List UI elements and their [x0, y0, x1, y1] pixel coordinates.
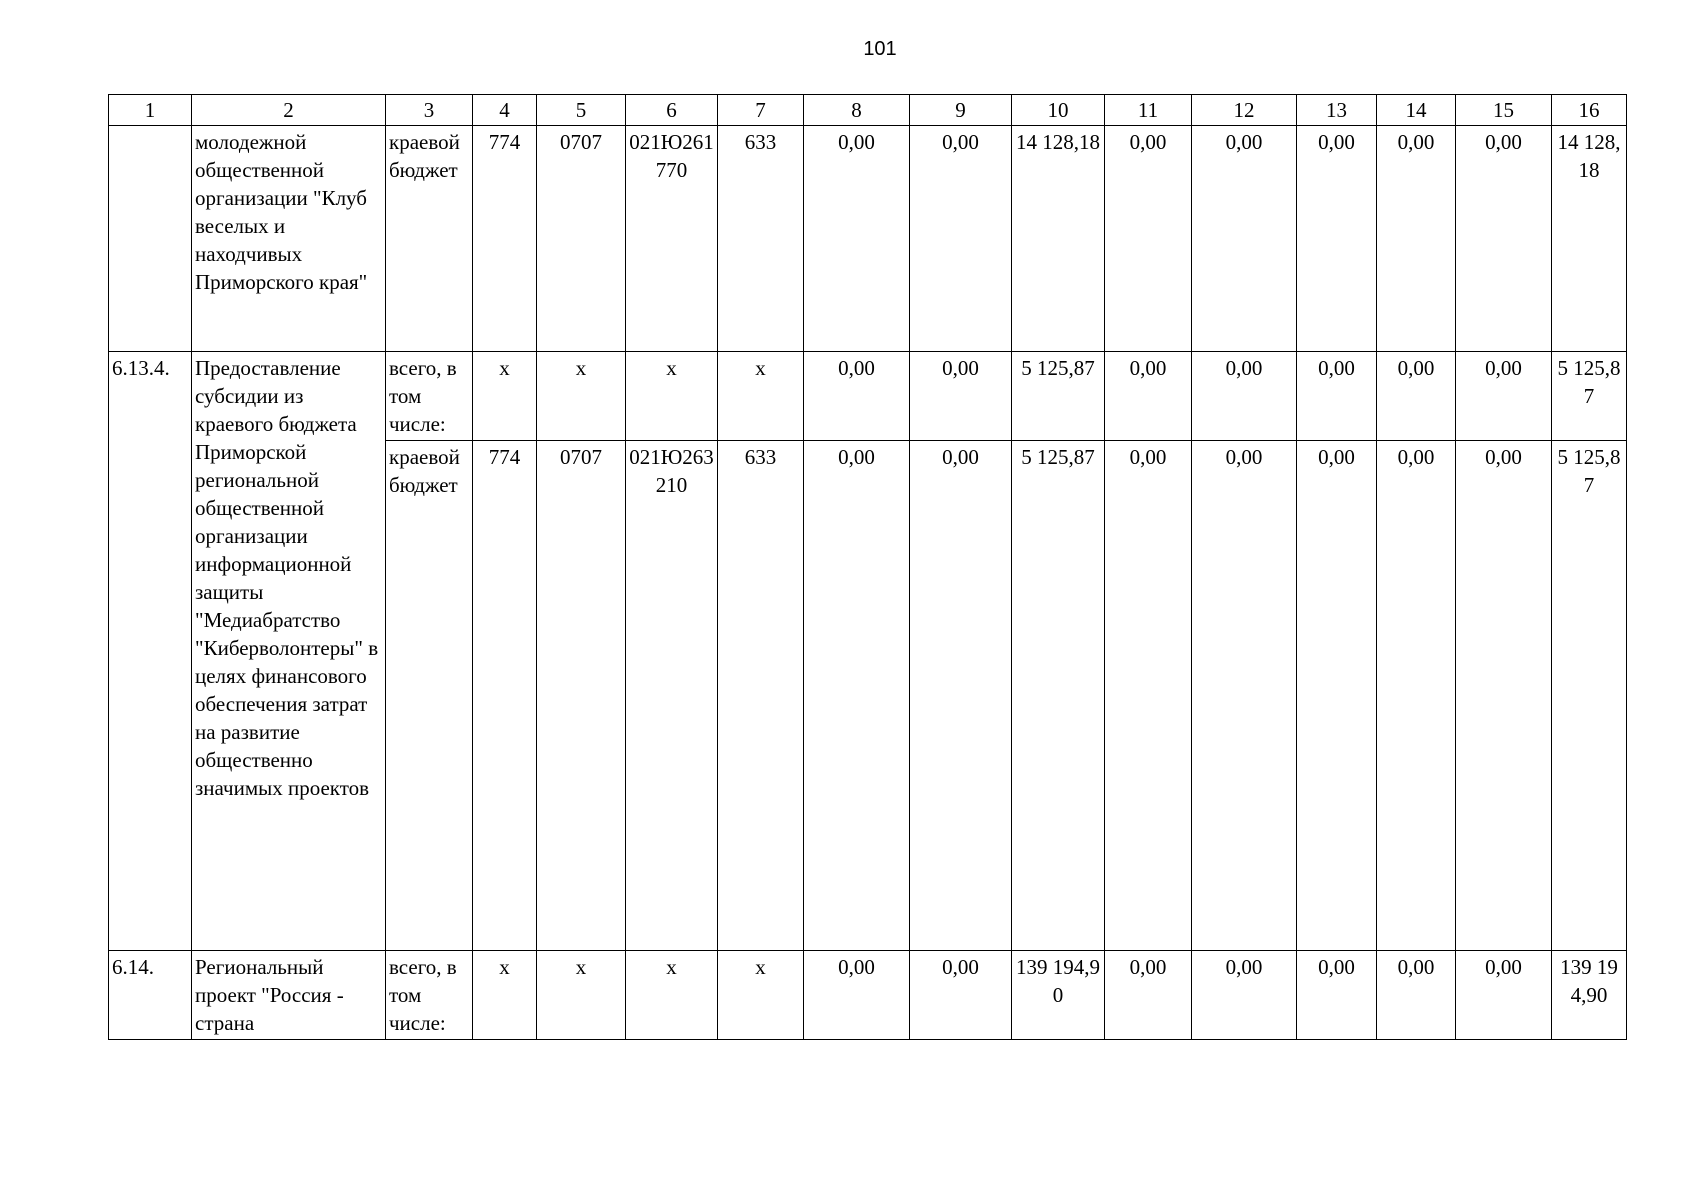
column-header: 11	[1105, 95, 1192, 126]
column-header: 12	[1192, 95, 1297, 126]
value-cell: 0,00	[1377, 126, 1456, 352]
column-header: 4	[473, 95, 537, 126]
value-cell: 0,00	[1105, 126, 1192, 352]
expense-type-cell: x	[718, 951, 804, 1040]
funding-source-cell: всего, в том числе:	[386, 352, 473, 441]
value-cell: 0,00	[1192, 352, 1297, 441]
expense-type-cell: 633	[718, 441, 804, 951]
value-cell: 0,00	[1456, 951, 1552, 1040]
column-header: 6	[626, 95, 718, 126]
column-header: 3	[386, 95, 473, 126]
column-header: 1	[109, 95, 192, 126]
value-cell: 0,00	[1105, 441, 1192, 951]
section-cell: x	[537, 352, 626, 441]
total-cell: 5 125,87	[1552, 441, 1627, 951]
value-cell: 0,00	[1377, 441, 1456, 951]
section-cell: 0707	[537, 441, 626, 951]
expense-type-cell: 633	[718, 126, 804, 352]
table-row	[109, 126, 1627, 352]
total-cell: 14 128,18	[1552, 126, 1627, 352]
value-cell: 0,00	[1297, 352, 1377, 441]
target-article-cell: 021Ю263210	[626, 441, 718, 951]
funding-source-cell: краевой бюджет	[386, 441, 473, 951]
expense-type-cell: x	[718, 352, 804, 441]
value-cell: 0,00	[804, 352, 910, 441]
target-article-cell: 021Ю261770	[626, 126, 718, 352]
row-number-cell	[109, 126, 192, 352]
grbs-cell: x	[473, 352, 537, 441]
column-header: 10	[1012, 95, 1105, 126]
value-cell: 0,00	[1456, 352, 1552, 441]
target-article-cell: x	[626, 352, 718, 441]
value-cell: 0,00	[1297, 441, 1377, 951]
value-cell: 139 194,90	[1012, 951, 1105, 1040]
column-header: 13	[1297, 95, 1377, 126]
total-cell: 139 194,90	[1552, 951, 1627, 1040]
value-cell: 0,00	[910, 126, 1012, 352]
value-cell: 0,00	[1377, 951, 1456, 1040]
column-header: 8	[804, 95, 910, 126]
column-header: 5	[537, 95, 626, 126]
page-number: 101	[863, 38, 897, 60]
budget-table	[108, 94, 1627, 1040]
column-header: 15	[1456, 95, 1552, 126]
value-cell: 0,00	[1456, 441, 1552, 951]
total-cell: 5 125,87	[1552, 352, 1627, 441]
value-cell: 0,00	[1377, 352, 1456, 441]
header-row	[109, 95, 1627, 126]
value-cell: 0,00	[804, 441, 910, 951]
description-cell: молодежной общественной организации "Клуб веселых и находчивых Приморского края"	[192, 126, 386, 352]
row-number-cell: 6.13.4.	[109, 352, 192, 951]
value-cell: 0,00	[1192, 951, 1297, 1040]
value-cell: 0,00	[1105, 352, 1192, 441]
value-cell: 0,00	[910, 352, 1012, 441]
value-cell: 0,00	[910, 951, 1012, 1040]
value-cell: 14 128,18	[1012, 126, 1105, 352]
value-cell: 0,00	[1456, 126, 1552, 352]
value-cell: 0,00	[910, 441, 1012, 951]
section-cell: x	[537, 951, 626, 1040]
grbs-cell: 774	[473, 126, 537, 352]
table-row	[109, 352, 1627, 441]
section-cell: 0707	[537, 126, 626, 352]
value-cell: 0,00	[1105, 951, 1192, 1040]
value-cell: 0,00	[1192, 441, 1297, 951]
grbs-cell: 774	[473, 441, 537, 951]
value-cell: 0,00	[1192, 126, 1297, 352]
grbs-cell: x	[473, 951, 537, 1040]
target-article-cell: x	[626, 951, 718, 1040]
funding-source-cell: всего, в том числе:	[386, 951, 473, 1040]
funding-source-cell: краевой бюджет	[386, 126, 473, 352]
value-cell: 0,00	[1297, 126, 1377, 352]
value-cell: 5 125,87	[1012, 352, 1105, 441]
column-header: 16	[1552, 95, 1627, 126]
value-cell: 0,00	[804, 126, 910, 352]
description-cell: Предоставление субсидии из краевого бюджета Приморской региональной общественной организации информационной защиты "Медиабратство "Киберволонтеры" в целях финансового обеспечения затрат на развитие общественно значимых проектов	[192, 352, 386, 951]
column-header: 2	[192, 95, 386, 126]
value-cell: 5 125,87	[1012, 441, 1105, 951]
column-header: 14	[1377, 95, 1456, 126]
row-number-cell: 6.14.	[109, 951, 192, 1040]
description-cell: Региональный проект "Россия - страна	[192, 951, 386, 1040]
column-header: 7	[718, 95, 804, 126]
value-cell: 0,00	[1297, 951, 1377, 1040]
table-row	[109, 951, 1627, 1040]
column-header: 9	[910, 95, 1012, 126]
value-cell: 0,00	[804, 951, 910, 1040]
